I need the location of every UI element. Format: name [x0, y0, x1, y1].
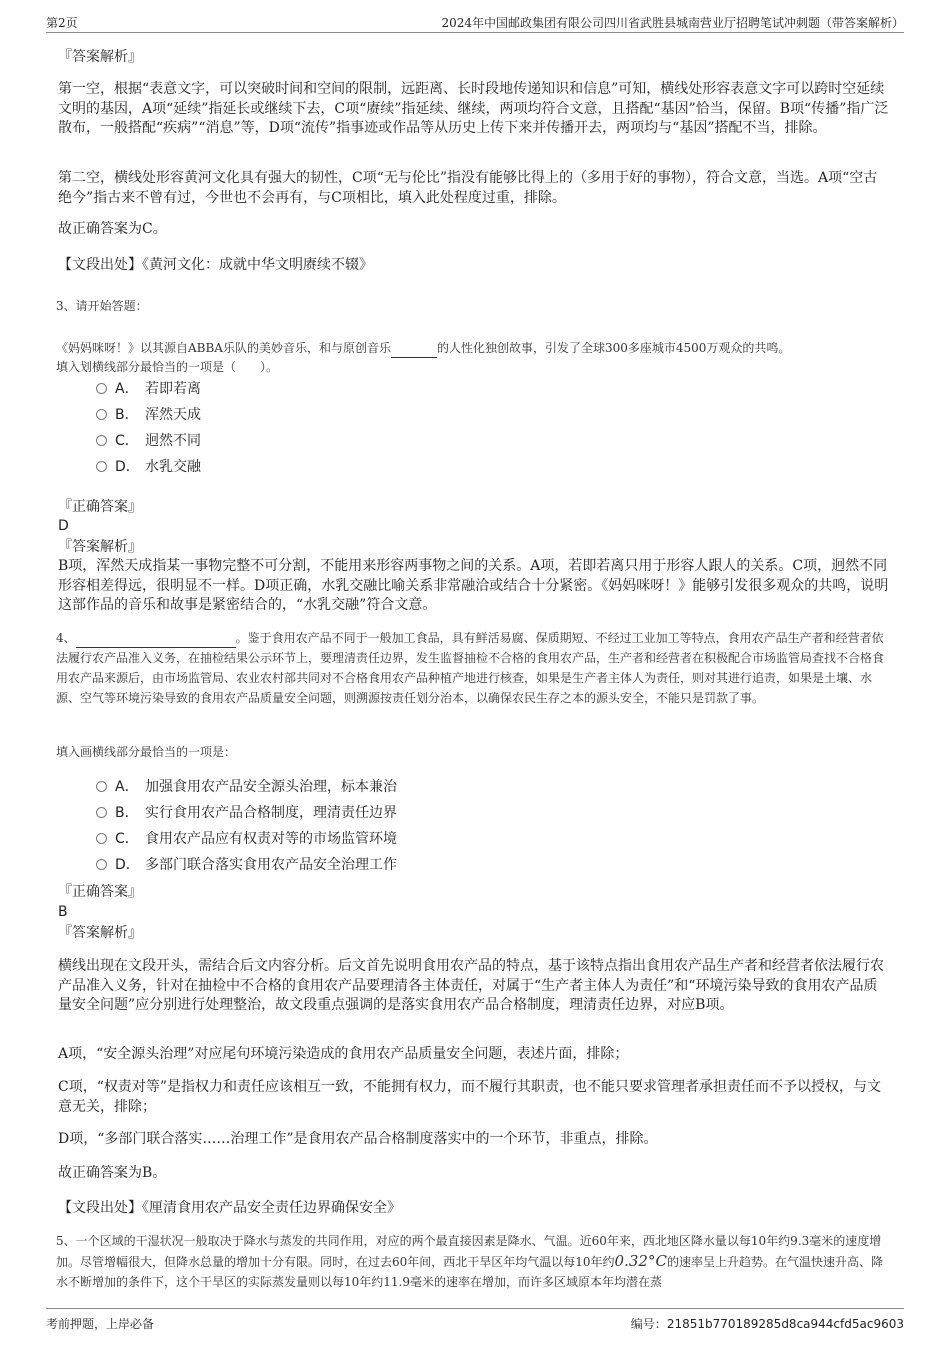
q3-option-b[interactable]: B． 浑然天成 — [96, 405, 201, 425]
q5-stem-part2: 的速率呈上升趋势。在气温快速升高、降水不断增加的条件下，这个干旱区的实际蒸发量则以每10年约11.9毫米的速率在增加，而许多区域原本年均潜在蒸 — [56, 1255, 883, 1289]
q4-answer-label: 『正确答案』 — [58, 884, 142, 900]
radio-icon[interactable] — [96, 807, 107, 818]
radio-icon[interactable] — [96, 833, 107, 844]
q3-instruction: 填入划横线部分最恰当的一项是（ ）。 — [56, 360, 279, 374]
radio-icon[interactable] — [96, 461, 107, 472]
q3-stem-after: 的人性化独创故事，引发了全球300多座城市4500万观众的共鸣。 — [436, 341, 791, 355]
q4-option-b[interactable]: B． 实行食用农产品合格制度，理清责任边界 — [96, 803, 397, 823]
q3-answer-label: 『正确答案』 — [58, 499, 142, 515]
code-label: 编号： — [630, 1317, 667, 1331]
q4-stem-text: 。鉴于食用农产品不同于一般加工食品，具有鲜活易腐、保质期短、不经过工业加工等特点，食用农产品生产者和经营者依法履行农产品准入义务，在抽检结果公示环节上，要理清责任边界，发生监督抽检不合格的食用农产品，生产者和经营者在积极配合市场监管局查找不合格食用农产品来源后，由市场监管局、农业农村部共同对不合格食用农产品种植产地进行核查，如果是生产者主体人为责任，则对其进行追责，如果是土壤、水源、空气等环境污染导致的食用农产品质量安全问题，则溯源按责任划分治本，以确保农民生存之本的源头安全，不能只是罚款了事。 — [56, 631, 885, 705]
q4-analysis-para4: D项，“多部门联合落实……治理工作”是食用农产品合格制度落实中的一个环节，非重点，排除。 — [58, 1131, 658, 1147]
q4-option-d[interactable]: D． 多部门联合落实食用农产品安全治理工作 — [96, 855, 397, 875]
page-header — [46, 12, 904, 33]
q4-blank — [76, 627, 236, 648]
document-title: 2024年中国邮政集团有限公司四川省武胜县城南营业厅招聘笔试冲刺题（带答案解析） — [441, 16, 904, 30]
radio-icon[interactable] — [96, 383, 107, 394]
code-value: 21851b770189285d8ca944cfd5ac9603 — [666, 1317, 904, 1331]
q4-analysis-para3: C项，“权责对等”是指权力和责任应该相互一致，不能拥有权力，而不履行其职责，也不能只要求管理者承担责任而不予以授权，与文意无关，排除； — [58, 1079, 882, 1115]
q5-temp-formula: 0.32°C — [614, 1252, 667, 1270]
q4-option-a[interactable]: A． 加强食用农产品安全源头治理，标本兼治 — [96, 777, 397, 797]
q3-blank — [391, 337, 437, 358]
q5-stem — [56, 1231, 894, 1292]
q3-analysis: B项，浑然天成指某一事物完整不可分割，不能用来形容两事物之间的关系。A项，若即若离只用于形容人跟人的关系。C项，迥然不同形容相差得远，很明显不一样。D项正确，水乳交融比喻关系非常融洽或结合十分紧密。《妈妈咪呀！》能够引发很多观众的共鸣，说明这部作品的音乐和故事是紧密结合的，“水乳交融”符合文意。 — [58, 558, 889, 613]
q4-answer: B — [58, 904, 68, 920]
q2-analysis-para1: 第一空，根据“表意文字，可以突破时间和空间的限制，远距离、长时段地传递知识和信息”可知，横线处形容表意文字可以跨时空延续文明的基因，A项“延续”指延长或继续下去，C项“赓续”指延续、继续，两项均符合文意，且搭配“基因”恰当，保留。B项“传播”指广泛散布，一般搭配“疾病”“消息”等，D项“流传”指事迹或作品等从历史上传下来并传播开去，两项均与“基因”搭配不当，排除。 — [58, 81, 889, 136]
q4-analysis-para2: A项，“安全源头治理”对应尾句环境污染造成的食用农产品质量安全问题，表述片面，排除； — [58, 1046, 629, 1062]
document-code — [631, 1315, 904, 1332]
page-footer — [46, 1308, 904, 1339]
q3-option-c[interactable]: C． 迥然不同 — [96, 431, 201, 451]
q2-conclusion: 故正确答案为C。 — [58, 221, 167, 237]
q4-option-c[interactable]: C． 食用农产品应有权责对等的市场监管环境 — [96, 829, 397, 849]
radio-icon[interactable] — [96, 781, 107, 792]
q2-analysis-label: 『答案解析』 — [58, 49, 142, 65]
q3-analysis-label: 『答案解析』 — [58, 539, 142, 555]
radio-icon[interactable] — [96, 859, 107, 870]
footer-slogan: 考前押题，上岸必备 — [46, 1317, 155, 1331]
q3-answer: D — [58, 518, 69, 534]
q2-analysis-para2: 第二空，横线处形容黄河文化具有强大的韧性，C项“无与伦比”指没有能够比得上的（多用于好的事物），符合文意，当选。A项“空古绝今”指古来不曾有过，今世也不会再有，与C项相比，填入此处程度过重，排除。 — [58, 170, 878, 206]
radio-icon[interactable] — [96, 409, 107, 420]
q4-number: 4、 — [56, 631, 76, 645]
q3-stem-before: 《妈妈咪呀！》以其源自ABBA乐队的美妙音乐，和与原创音乐 — [56, 341, 391, 355]
q3-option-a[interactable]: A． 若即若离 — [96, 379, 201, 399]
q2-source: 【文段出处】《黄河文化：成就中华文明赓续不辍》 — [58, 257, 373, 273]
q4-analysis-para1: 横线出现在文段开头，需结合后文内容分析。后文首先说明食用农产品的特点，基于该特点指出食用农产品生产者和经营者依法履行农产品准入义务，针对在抽检中不合格的食用农产品要理清各主体责任，对属于“生产者主体人为责任”和“环境污染导致的食用农产品质量安全问题”应分别进行处理整治，故文段重点强调的是落实食用农产品合格制度，理清责任边界，对应B项。 — [58, 958, 884, 1013]
q3-stem — [56, 337, 894, 358]
q4-analysis-label: 『答案解析』 — [58, 925, 142, 941]
page-number: 第2页 — [46, 16, 78, 30]
q4-source: 【文段出处】《厘清食用农产品安全责任边界确保安全》 — [58, 1200, 401, 1216]
q4-conclusion: 故正确答案为B。 — [58, 1165, 167, 1181]
q3-option-d[interactable]: D． 水乳交融 — [96, 457, 201, 477]
radio-icon[interactable] — [96, 435, 107, 446]
q4-stem — [56, 627, 894, 708]
q3-prompt: 3、请开始答题： — [56, 299, 148, 313]
q5-stem-part1: 5、一个区域的干湿状况一般取决于降水与蒸发的共同作用，对应的两个最直接因素是降水、气温。近60年来，西北地区降水量以每10年约9.3毫米的速度增加。尽管增幅很大，但降水总量的增加十分有限。同时，在过去60年间，西北干旱区年均气温以每10年约 — [56, 1234, 882, 1269]
q4-instruction: 填入画横线部分最恰当的一项是： — [56, 745, 237, 759]
